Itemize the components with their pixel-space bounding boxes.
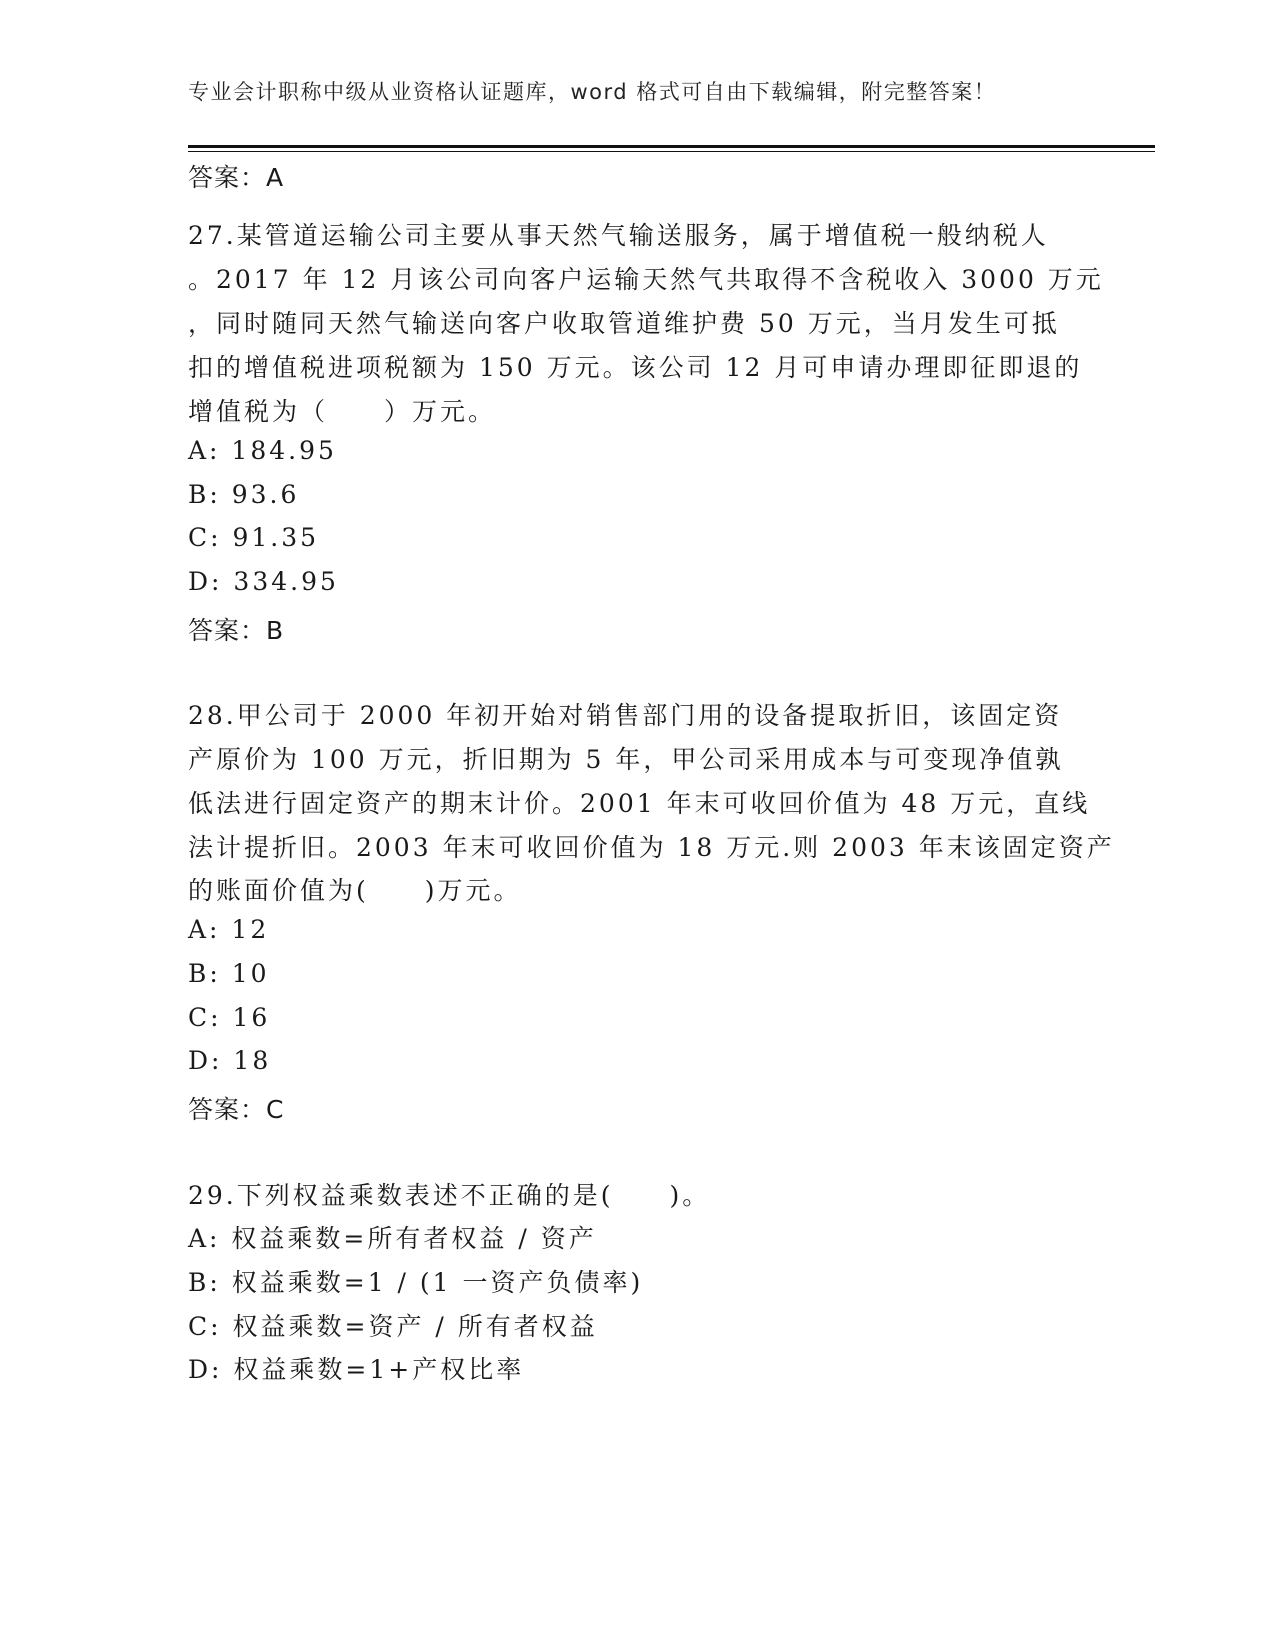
option-d: D: 18 xyxy=(188,1046,272,1075)
question-27-line: 扣的增值税进项税额为 150 万元。该公司 12 月可申请办理即征即退的 xyxy=(188,353,1083,382)
option-c: C: 91.35 xyxy=(188,523,320,552)
question-27-line: ，同时随同天然气输送向客户收取管道维护费 50 万元，当月发生可抵 xyxy=(188,309,1060,338)
question-27-line: 27.某管道运输公司主要从事天然气输送服务，属于增值税一般纳税人 xyxy=(188,221,1049,250)
question-28-line: 低法进行固定资产的期末计价。2001 年末可收回价值为 48 万元，直线 xyxy=(188,789,1091,818)
option-c: C: 16 xyxy=(188,1003,271,1032)
question-28-line: 的账面价值为( )万元。 xyxy=(188,876,522,905)
previous-answer: 答案：A xyxy=(188,163,285,192)
question-27-line: 增值税为（ ）万元。 xyxy=(188,397,497,426)
question-28-line: 法计提折旧。2003 年末可收回价值为 18 万元.则 2003 年末该固定资产 xyxy=(188,833,1115,862)
option-c: C: 权益乘数=资产 / 所有者权益 xyxy=(188,1312,598,1341)
option-d: D: 权益乘数=1+产权比率 xyxy=(188,1355,525,1384)
question-28-line: 产原价为 100 万元，折旧期为 5 年，甲公司采用成本与可变现净值孰 xyxy=(188,745,1064,774)
option-b: B: 权益乘数=1 / (1 一资产负债率) xyxy=(188,1268,644,1297)
header-rule-thick xyxy=(188,145,1155,148)
option-b: B: 93.6 xyxy=(188,480,300,509)
option-a: A: 12 xyxy=(188,915,270,944)
answer: 答案：C xyxy=(188,1095,285,1124)
question-28-line: 28.甲公司于 2000 年初开始对销售部门用的设备提取折旧，该固定资 xyxy=(188,701,1063,730)
header-rule-thin xyxy=(188,151,1155,152)
option-a: A: 权益乘数=所有者权益 / 资产 xyxy=(188,1224,597,1253)
option-a: A: 184.95 xyxy=(188,436,337,465)
page-header: 专业会计职称中级从业资格认证题库，word 格式可自由下载编辑，附完整答案！ xyxy=(188,80,997,104)
question-29-line: 29.下列权益乘数表述不正确的是( )。 xyxy=(188,1181,711,1210)
answer: 答案：B xyxy=(188,616,285,645)
option-b: B: 10 xyxy=(188,959,270,988)
option-d: D: 334.95 xyxy=(188,567,339,596)
question-27-line: 。2017 年 12 月该公司向客户运输天然气共取得不含税收入 3000 万元 xyxy=(188,265,1104,294)
